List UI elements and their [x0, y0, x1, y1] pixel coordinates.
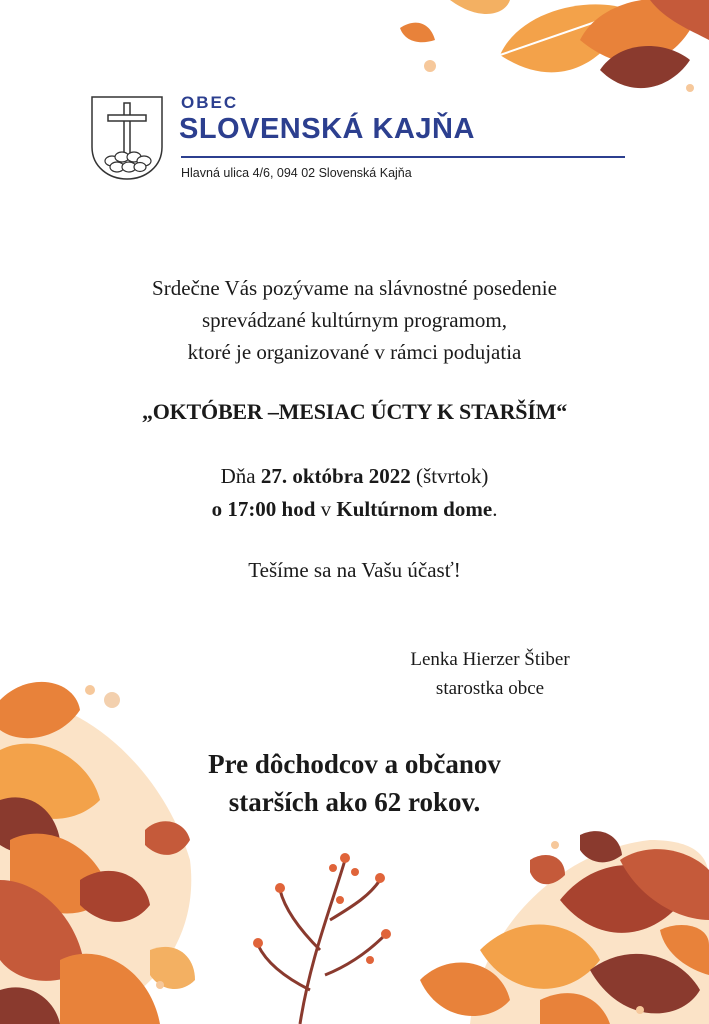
- header-town-name: SLOVENSKÁ KAJŇA: [179, 113, 475, 145]
- date-suffix: (štvrtok): [410, 464, 489, 488]
- closing-text: Tešíme sa na Vašu účasť!: [248, 558, 461, 582]
- signature-role: starostka obce: [435, 678, 545, 699]
- event-place: Kultúrnom dome: [336, 497, 493, 521]
- audience-note: [0, 745, 709, 821]
- event-time: o 17:00 hod: [211, 497, 316, 521]
- place-prefix: v: [315, 497, 337, 521]
- bottom-right-leaves: [420, 831, 709, 1024]
- header-address: Hlavná ulica 4/6, 094 02 Slovenská Kajňa: [181, 166, 412, 180]
- coat-of-arms-icon: [90, 95, 164, 181]
- invitation-line: sprevádzané kultúrnym programom,: [202, 308, 507, 332]
- audience-line: Pre dôchodcov a občanov: [208, 749, 501, 779]
- event-title: „OKTÓBER –MESIAC ÚCTY K STARŠÍM“: [141, 399, 568, 424]
- event-date: 27. októbra 2022: [260, 464, 411, 488]
- event-when: [0, 460, 709, 526]
- top-right-leaves: [400, 0, 709, 92]
- event-date-line: [0, 460, 709, 493]
- invitation-line: ktoré je organizované v rámci podujatia: [187, 340, 522, 364]
- signature-block: [370, 645, 610, 703]
- bottom-left-leaves: [0, 682, 195, 1024]
- invitation-line: Srdečne Vás pozývame na slávnostné posedenie: [152, 276, 557, 300]
- audience-line: starších ako 62 rokov.: [228, 787, 481, 817]
- date-prefix: Dňa: [220, 464, 261, 488]
- event-time-line: [0, 493, 709, 526]
- invitation-text: [0, 272, 709, 368]
- header-obec: OBEC: [181, 93, 239, 112]
- municipality-header: [90, 93, 630, 188]
- place-suffix: .: [492, 497, 498, 521]
- signature-name: Lenka Hierzer Štiber: [410, 649, 570, 670]
- header-divider: [181, 156, 625, 158]
